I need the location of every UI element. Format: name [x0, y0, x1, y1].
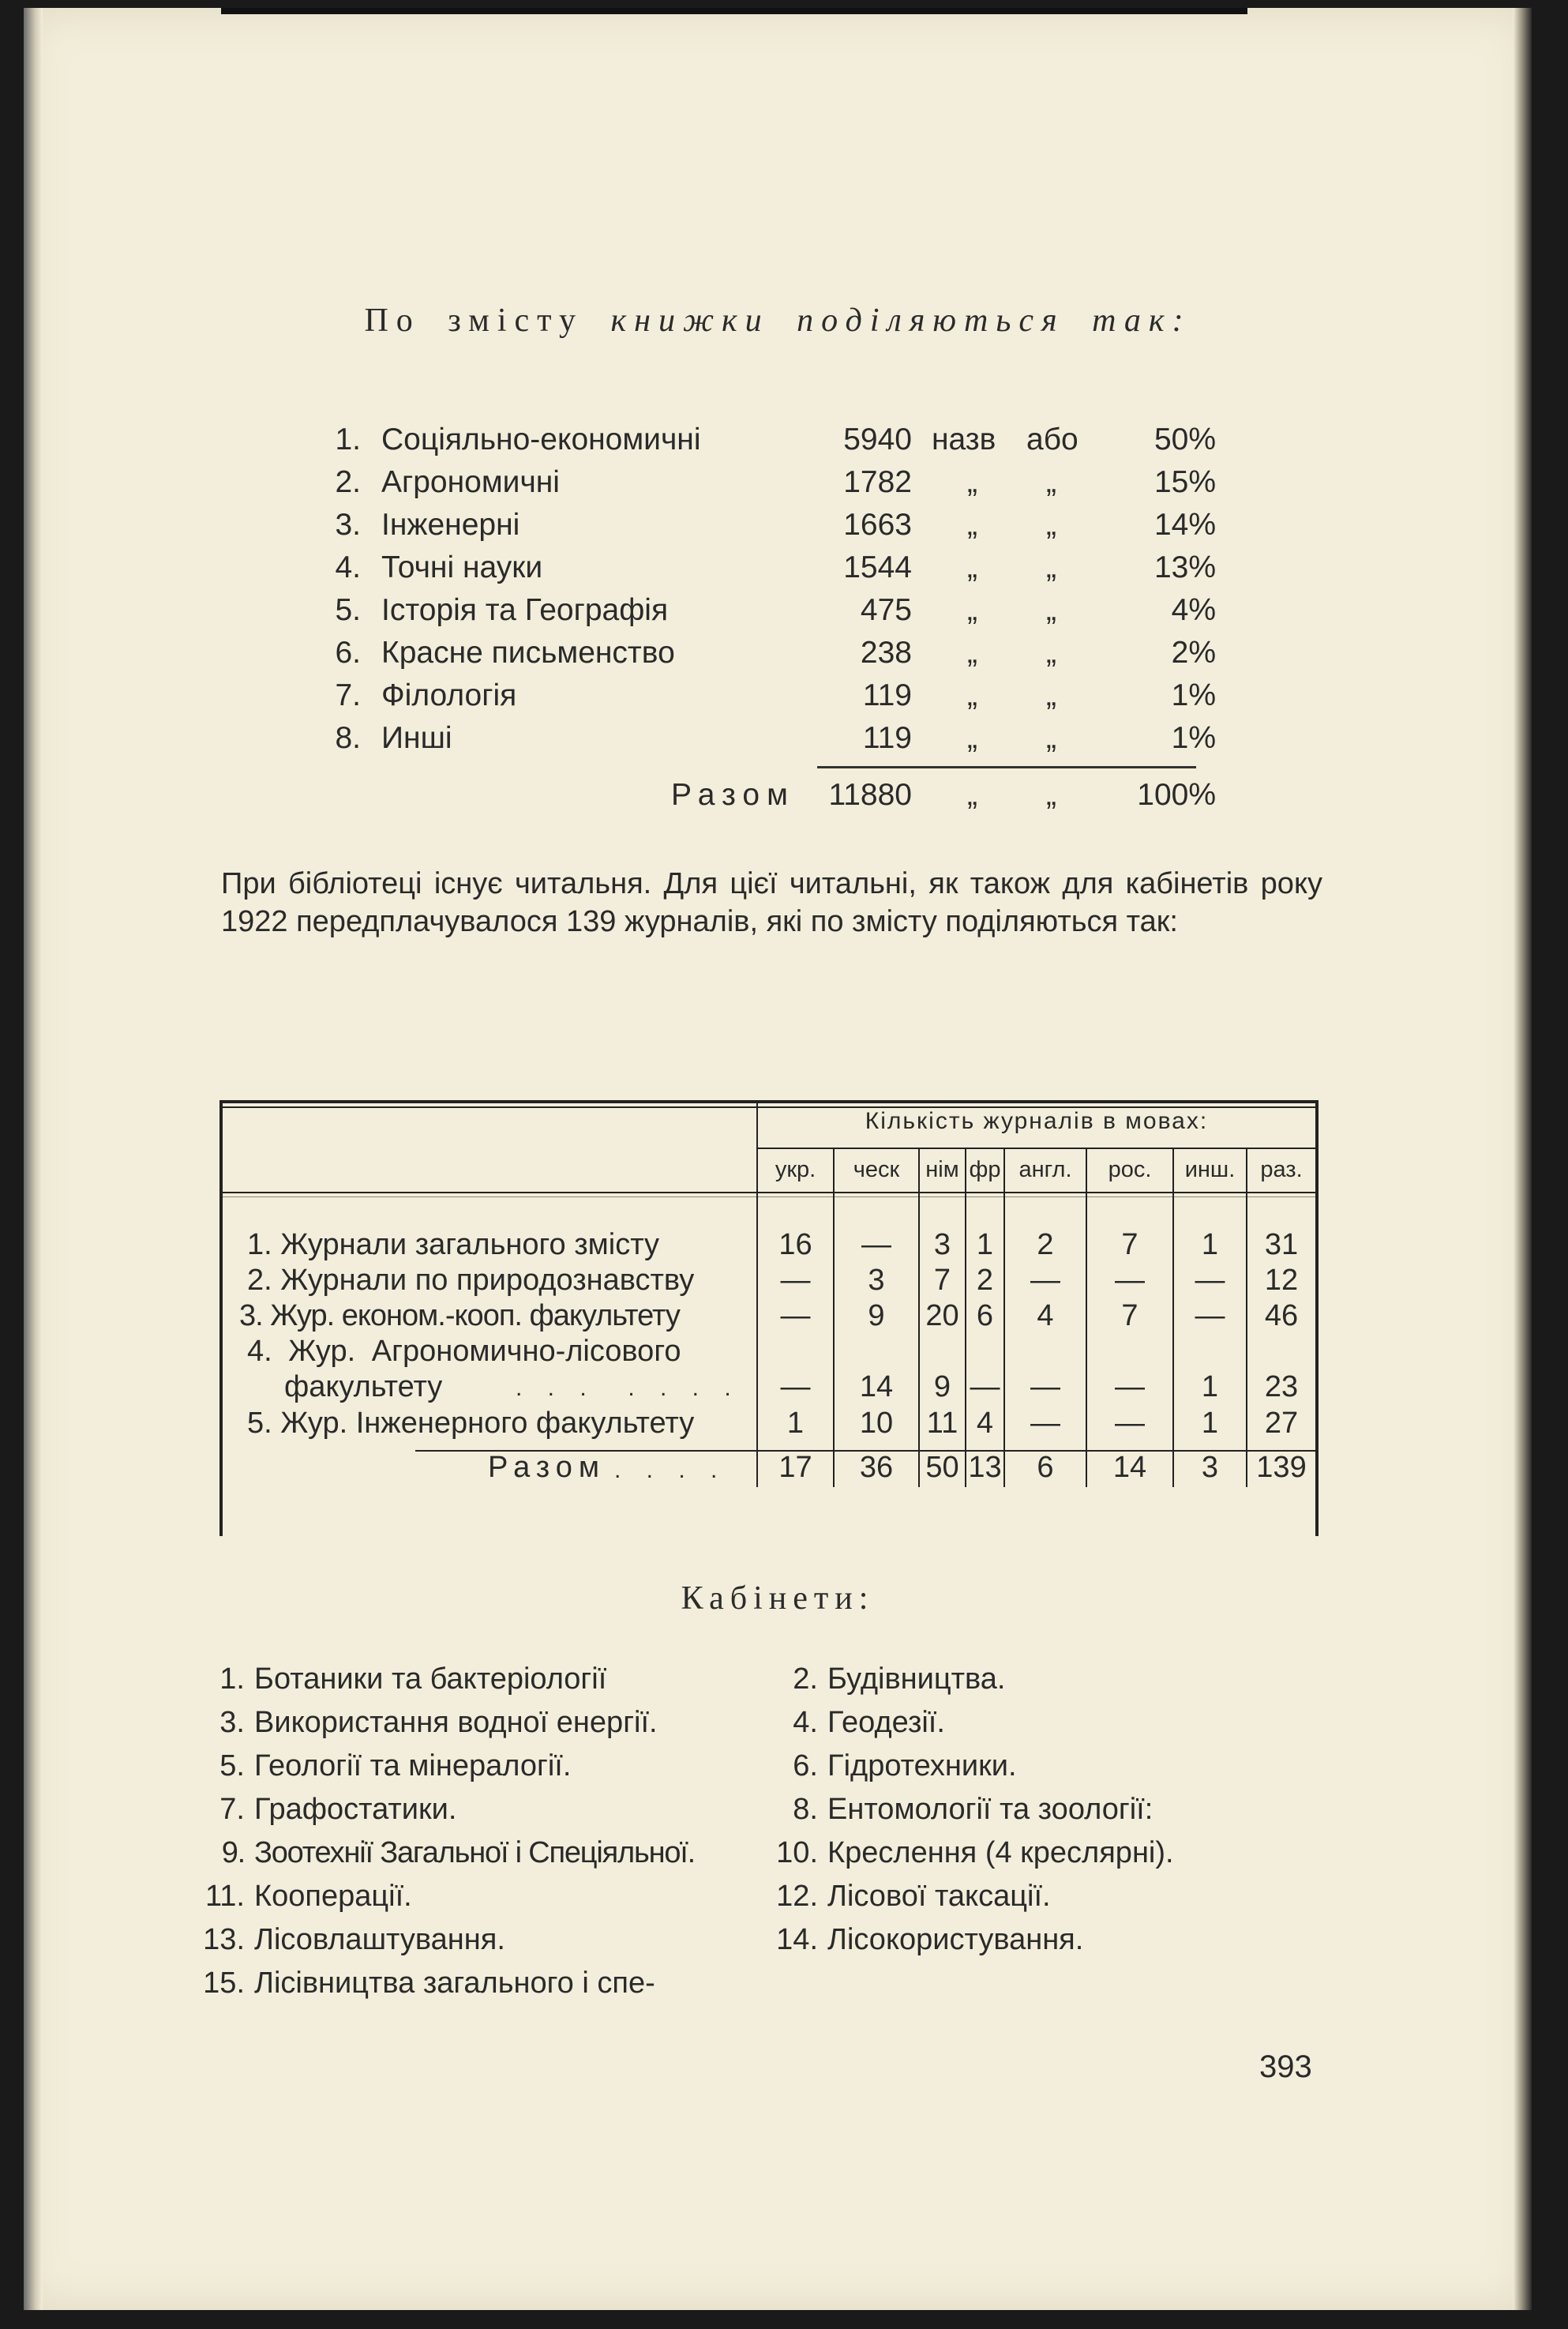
total-rule — [817, 766, 1196, 768]
ditto-mark: „ — [967, 721, 977, 755]
table-cell: 12 — [1264, 1264, 1299, 1297]
item-count: 1544 — [843, 550, 912, 584]
list-item — [199, 1793, 456, 1827]
table-top-rule — [219, 1100, 1319, 1103]
list-item — [199, 1967, 655, 2000]
item-unit: назв — [932, 423, 996, 456]
ditto-mark: „ — [1046, 593, 1056, 627]
row-label-cont: факультету — [284, 1370, 443, 1403]
item-percent: 1% — [1171, 678, 1216, 712]
item-name: Лісокористування. — [827, 1923, 1084, 1956]
table-cell: — — [1115, 1407, 1145, 1440]
col-header: ческ — [853, 1157, 900, 1182]
list-item — [772, 1880, 1051, 1914]
item-name: Філологія — [381, 678, 517, 712]
table-cell: — — [1030, 1407, 1060, 1440]
total-count: 11880 — [828, 778, 912, 812]
table-cell: 9 — [933, 1370, 951, 1403]
table-cell: 1 — [976, 1228, 994, 1261]
header-bottom-rule — [219, 1192, 1319, 1193]
item-number: 3. — [219, 1706, 245, 1739]
ditto-mark: „ — [967, 593, 977, 627]
item-percent: 15% — [1153, 465, 1216, 499]
item-count: 238 — [860, 636, 912, 670]
ditto-mark: „ — [1046, 508, 1056, 542]
ditto-mark: „ — [967, 636, 977, 670]
table-cell: — — [780, 1264, 811, 1297]
col-header: инш. — [1184, 1157, 1236, 1182]
col-header: рос. — [1108, 1157, 1152, 1182]
item-number: 8. — [335, 721, 361, 755]
books-heading — [24, 302, 1532, 340]
table-cell: — — [1115, 1370, 1145, 1403]
group-header: Кількість журналів в мовах: — [865, 1108, 1209, 1134]
table-cell: — — [1195, 1299, 1225, 1332]
table-cell: 16 — [778, 1228, 812, 1261]
item-count: 1663 — [843, 508, 912, 542]
item-percent: 13% — [1153, 550, 1216, 584]
table-cell: 4 — [1037, 1299, 1054, 1332]
table-cell: 9 — [868, 1299, 885, 1332]
book-page — [24, 8, 1532, 2310]
item-name: Використання водної енергії. — [254, 1706, 658, 1739]
ditto-mark: „ — [967, 678, 977, 712]
item-name: Геодезії. — [827, 1706, 945, 1739]
leader-dots: . . . . . . . — [516, 1375, 741, 1401]
header-bottom-rule-2 — [219, 1196, 1319, 1197]
ditto-mark: „ — [967, 550, 977, 584]
total-percent: 100% — [1137, 778, 1216, 812]
ditto-mark: „ — [967, 465, 977, 499]
left-page-edge — [24, 8, 43, 2310]
col-header: фр — [969, 1157, 1001, 1182]
col-header: англ. — [1018, 1157, 1072, 1182]
item-number: 1. — [219, 1662, 245, 1696]
item-number: 5. — [219, 1749, 245, 1782]
item-name: Лісової таксації. — [827, 1880, 1051, 1913]
table-cell: 3 — [933, 1228, 951, 1261]
item-name: Інженерні — [381, 508, 520, 542]
item-name: Креслення (4 креслярні). — [827, 1836, 1174, 1869]
total-cell: 139 — [1256, 1451, 1307, 1484]
item-number: 14. — [776, 1923, 818, 1956]
list-item — [199, 1836, 695, 1870]
item-count: 119 — [862, 721, 912, 755]
table-cell: 1 — [1201, 1407, 1219, 1440]
table-cell: 2 — [1037, 1228, 1054, 1261]
table-cell: 11 — [926, 1407, 958, 1440]
group-header-rule — [756, 1148, 1319, 1149]
item-number: 4. — [335, 550, 361, 584]
row-label: 4. Жур. Агрономично-лісового — [247, 1335, 681, 1368]
item-name: Лісівництва загального і спе- — [254, 1967, 655, 2000]
row-label: 5. Жур. Інженерного факультету — [247, 1407, 695, 1440]
table-cell: — — [1030, 1264, 1060, 1297]
books-total-row — [312, 778, 1259, 821]
books-heading-lead: По змісту — [364, 302, 583, 339]
item-percent: 14% — [1153, 508, 1216, 542]
table-cell: — — [970, 1370, 1000, 1403]
item-percent: 4% — [1171, 593, 1216, 627]
list-item — [199, 1923, 505, 1957]
item-number: 2. — [793, 1662, 818, 1696]
item-name: Гідротехники. — [827, 1749, 1017, 1782]
item-name: Агрономичні — [381, 465, 560, 499]
item-number: 1. — [335, 423, 361, 456]
item-count: 1782 — [843, 465, 912, 499]
item-number: 9. — [221, 1836, 245, 1869]
item-number: 11. — [204, 1880, 245, 1913]
item-number: 5. — [335, 593, 361, 627]
row-label: 3. Жур. економ.-кооп. факультету — [239, 1299, 680, 1332]
table-cell: 10 — [859, 1407, 894, 1440]
list-item — [772, 1749, 1017, 1783]
item-name: Ботаники та бактеріології — [254, 1662, 607, 1696]
item-number: 4. — [793, 1706, 818, 1739]
table-cell: 7 — [1121, 1228, 1138, 1261]
ditto-mark: „ — [967, 508, 977, 542]
item-number: 7. — [219, 1793, 245, 1826]
list-item — [772, 1836, 1174, 1870]
item-name: Історія та Географія — [381, 593, 669, 627]
item-number: 13. — [203, 1923, 245, 1956]
list-item — [772, 1923, 1083, 1957]
item-number: 8. — [793, 1793, 818, 1826]
total-cell: 3 — [1201, 1451, 1219, 1484]
list-item — [199, 1880, 412, 1914]
table-left-border — [219, 1100, 223, 1536]
reading-room-paragraph: При бібліотеці існує читальня. Для цієї читальні, як також для кабінетів року 1922 передплачувалося 139 журналів, які по змісту поділяються так: — [221, 867, 1322, 938]
item-number: 10. — [776, 1836, 818, 1869]
table-cell: 7 — [933, 1264, 951, 1297]
total-label: Разом — [671, 778, 795, 812]
ditto-mark: „ — [1046, 778, 1056, 812]
table-cell: 7 — [1121, 1299, 1138, 1332]
list-item — [772, 1662, 1005, 1696]
list-item — [199, 1749, 571, 1783]
item-name: Лісовлаштування. — [254, 1923, 505, 1956]
table-cell: — — [1115, 1264, 1145, 1297]
table-cell: 27 — [1264, 1407, 1299, 1440]
item-count: 475 — [860, 593, 912, 627]
list-item — [772, 1793, 1153, 1827]
table-right-border — [1315, 1100, 1319, 1536]
item-number: 3. — [335, 508, 361, 542]
item-count: 5940 — [843, 423, 912, 456]
item-count: 119 — [862, 678, 912, 712]
item-number: 7. — [335, 678, 361, 712]
item-name: Инші — [381, 721, 452, 755]
table-cell: — — [1030, 1370, 1060, 1403]
item-percent: 1% — [1171, 721, 1216, 755]
total-cell: 6 — [1037, 1451, 1054, 1484]
item-number: 12. — [776, 1880, 818, 1913]
journals-table — [219, 1100, 1319, 1536]
ditto-mark: „ — [1046, 721, 1056, 755]
item-name: Соціяльно-економичні — [381, 423, 701, 456]
table-cell: — — [780, 1299, 811, 1332]
item-percent: 50% — [1153, 423, 1216, 456]
col-header: нім — [925, 1157, 959, 1182]
item-number: 6. — [793, 1749, 818, 1782]
item-percent: 2% — [1171, 636, 1216, 670]
item-name: Геології та мінералогії. — [254, 1749, 572, 1782]
ditto-mark: „ — [1046, 550, 1056, 584]
table-cell: 20 — [925, 1299, 959, 1332]
table-cell: 46 — [1264, 1299, 1299, 1332]
cabinets-heading: Кабінети: — [681, 1580, 875, 1617]
row-label: 1. Журнали загального змісту — [247, 1228, 660, 1261]
ditto-mark: „ — [1046, 678, 1056, 712]
books-heading-rest: книжки поділяються так: — [610, 302, 1191, 339]
total-cell: 36 — [859, 1451, 894, 1484]
item-number: 15. — [203, 1967, 245, 2000]
leader-dots: . . . . — [614, 1457, 727, 1483]
table-cell: 14 — [859, 1370, 894, 1403]
item-name: Будівництва. — [827, 1662, 1006, 1696]
item-number: 2. — [335, 465, 361, 499]
table-cell: 4 — [976, 1407, 994, 1440]
ditto-mark: „ — [967, 778, 977, 812]
total-label: Разом — [488, 1451, 606, 1484]
col-header: раз. — [1260, 1157, 1303, 1182]
ditto-mark: „ — [1046, 465, 1056, 499]
table-cell: 6 — [976, 1299, 994, 1332]
list-item — [199, 1662, 606, 1696]
table-cell: 3 — [868, 1264, 885, 1297]
total-cell: 14 — [1112, 1451, 1147, 1484]
table-cell: 1 — [1201, 1228, 1219, 1261]
table-cell: 2 — [976, 1264, 994, 1297]
ditto-mark: „ — [1046, 636, 1056, 670]
table-cell: — — [1195, 1264, 1225, 1297]
item-name: Графостатики. — [254, 1793, 457, 1826]
item-number: 6. — [335, 636, 361, 670]
item-name: Точні науки — [381, 550, 543, 584]
list-item — [199, 1706, 658, 1740]
total-cell: 50 — [925, 1451, 959, 1484]
item-name: Зоотехнії Загальної і Спеціяльної. — [254, 1836, 695, 1869]
page-number: 393 — [1259, 2049, 1312, 2084]
item-name: Красне письменство — [381, 636, 675, 670]
table-cell: 1 — [1201, 1370, 1219, 1403]
total-cell: 13 — [968, 1451, 1002, 1484]
row-label: 2. Журнали по природознавству — [247, 1264, 695, 1297]
table-cell: 31 — [1264, 1228, 1299, 1261]
table-cell: 1 — [786, 1407, 805, 1440]
item-or: або — [1026, 423, 1078, 456]
table-cell: — — [780, 1370, 811, 1403]
right-page-edge — [1513, 8, 1532, 2310]
table-cell: — — [861, 1228, 891, 1261]
list-item — [772, 1706, 945, 1740]
table-cell: 23 — [1264, 1370, 1299, 1403]
total-cell: 17 — [778, 1451, 812, 1484]
top-edge-bar — [221, 8, 1247, 14]
item-name: Кооперації. — [254, 1880, 412, 1913]
item-name: Ентомології та зоології: — [827, 1793, 1153, 1826]
col-header: укр. — [775, 1157, 816, 1182]
